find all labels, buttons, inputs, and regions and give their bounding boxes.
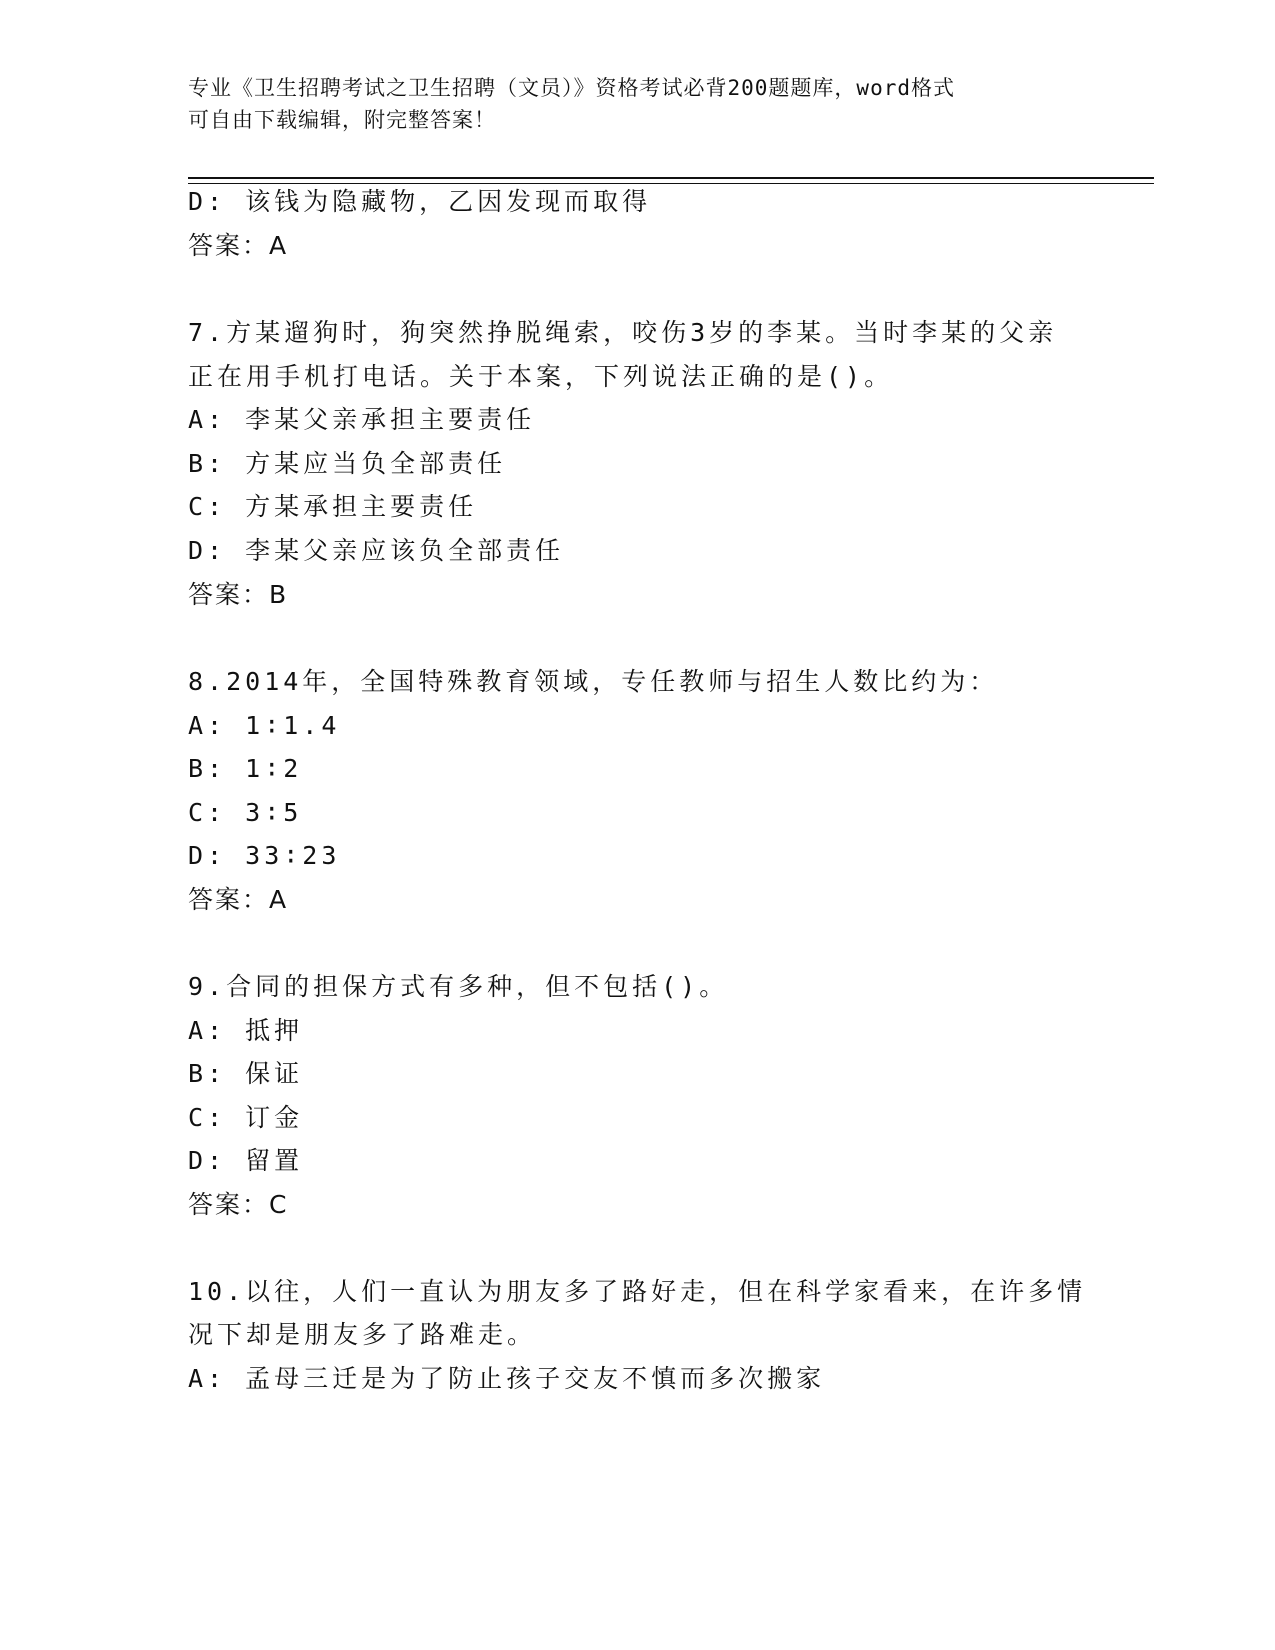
q9-option-d: D: 留置: [188, 1146, 304, 1175]
q9-answer: 答案：C: [188, 1190, 289, 1219]
q9-option-a: A: 抵押: [188, 1016, 304, 1045]
q9-option-c: C: 订金: [188, 1103, 304, 1132]
q6-option-d: D: 该钱为隐藏物，乙因发现而取得: [188, 187, 652, 216]
q10-stem-line-2: 况下却是朋友多了路难走。: [188, 1320, 537, 1349]
q8-option-c: C: 3∶5: [188, 798, 303, 827]
q8-option-a: A: 1∶1.4: [188, 711, 341, 740]
q7-option-b: B: 方某应当负全部责任: [188, 449, 507, 478]
header-title-line-1: 专业《卫生招聘考试之卫生招聘（文员）》资格考试必背200题题库，word格式: [188, 76, 955, 100]
q7-stem-line-2: 正在用手机打电话。关于本案，下列说法正确的是()。: [188, 362, 894, 391]
q9-stem: 9.合同的担保方式有多种，但不包括()。: [188, 972, 729, 1001]
page-header: [188, 72, 1088, 136]
q6-answer: 答案：A: [188, 231, 289, 260]
q7-option-d: D: 李某父亲应该负全部责任: [188, 536, 565, 565]
q7-answer: 答案：B: [188, 580, 289, 609]
q7-option-c: C: 方某承担主要责任: [188, 492, 478, 521]
q8-option-d: D: 33∶23: [188, 841, 341, 870]
q8-option-b: B: 1∶2: [188, 754, 303, 783]
q10-stem-line-1: 10.以往，人们一直认为朋友多了路好走，但在科学家看来，在许多情: [188, 1277, 1087, 1306]
q8-answer: 答案：A: [188, 885, 289, 914]
q10-option-a: A: 孟母三迁是为了防止孩子交友不慎而多次搬家: [188, 1364, 826, 1393]
q7-option-a: A: 李某父亲承担主要责任: [188, 405, 536, 434]
header-divider-thick: [188, 177, 1154, 179]
header-title-line-2: 可自由下载编辑，附完整答案！: [188, 108, 496, 132]
q7-stem-line-1: 7.方某遛狗时，狗突然挣脱绳索，咬伤3岁的李某。当时李某的父亲: [188, 318, 1058, 347]
q8-stem: 8.2014年，全国特殊教育领域，专任教师与招生人数比约为：: [188, 667, 999, 696]
q9-option-b: B: 保证: [188, 1059, 304, 1088]
header-divider-thin: [188, 183, 1154, 184]
